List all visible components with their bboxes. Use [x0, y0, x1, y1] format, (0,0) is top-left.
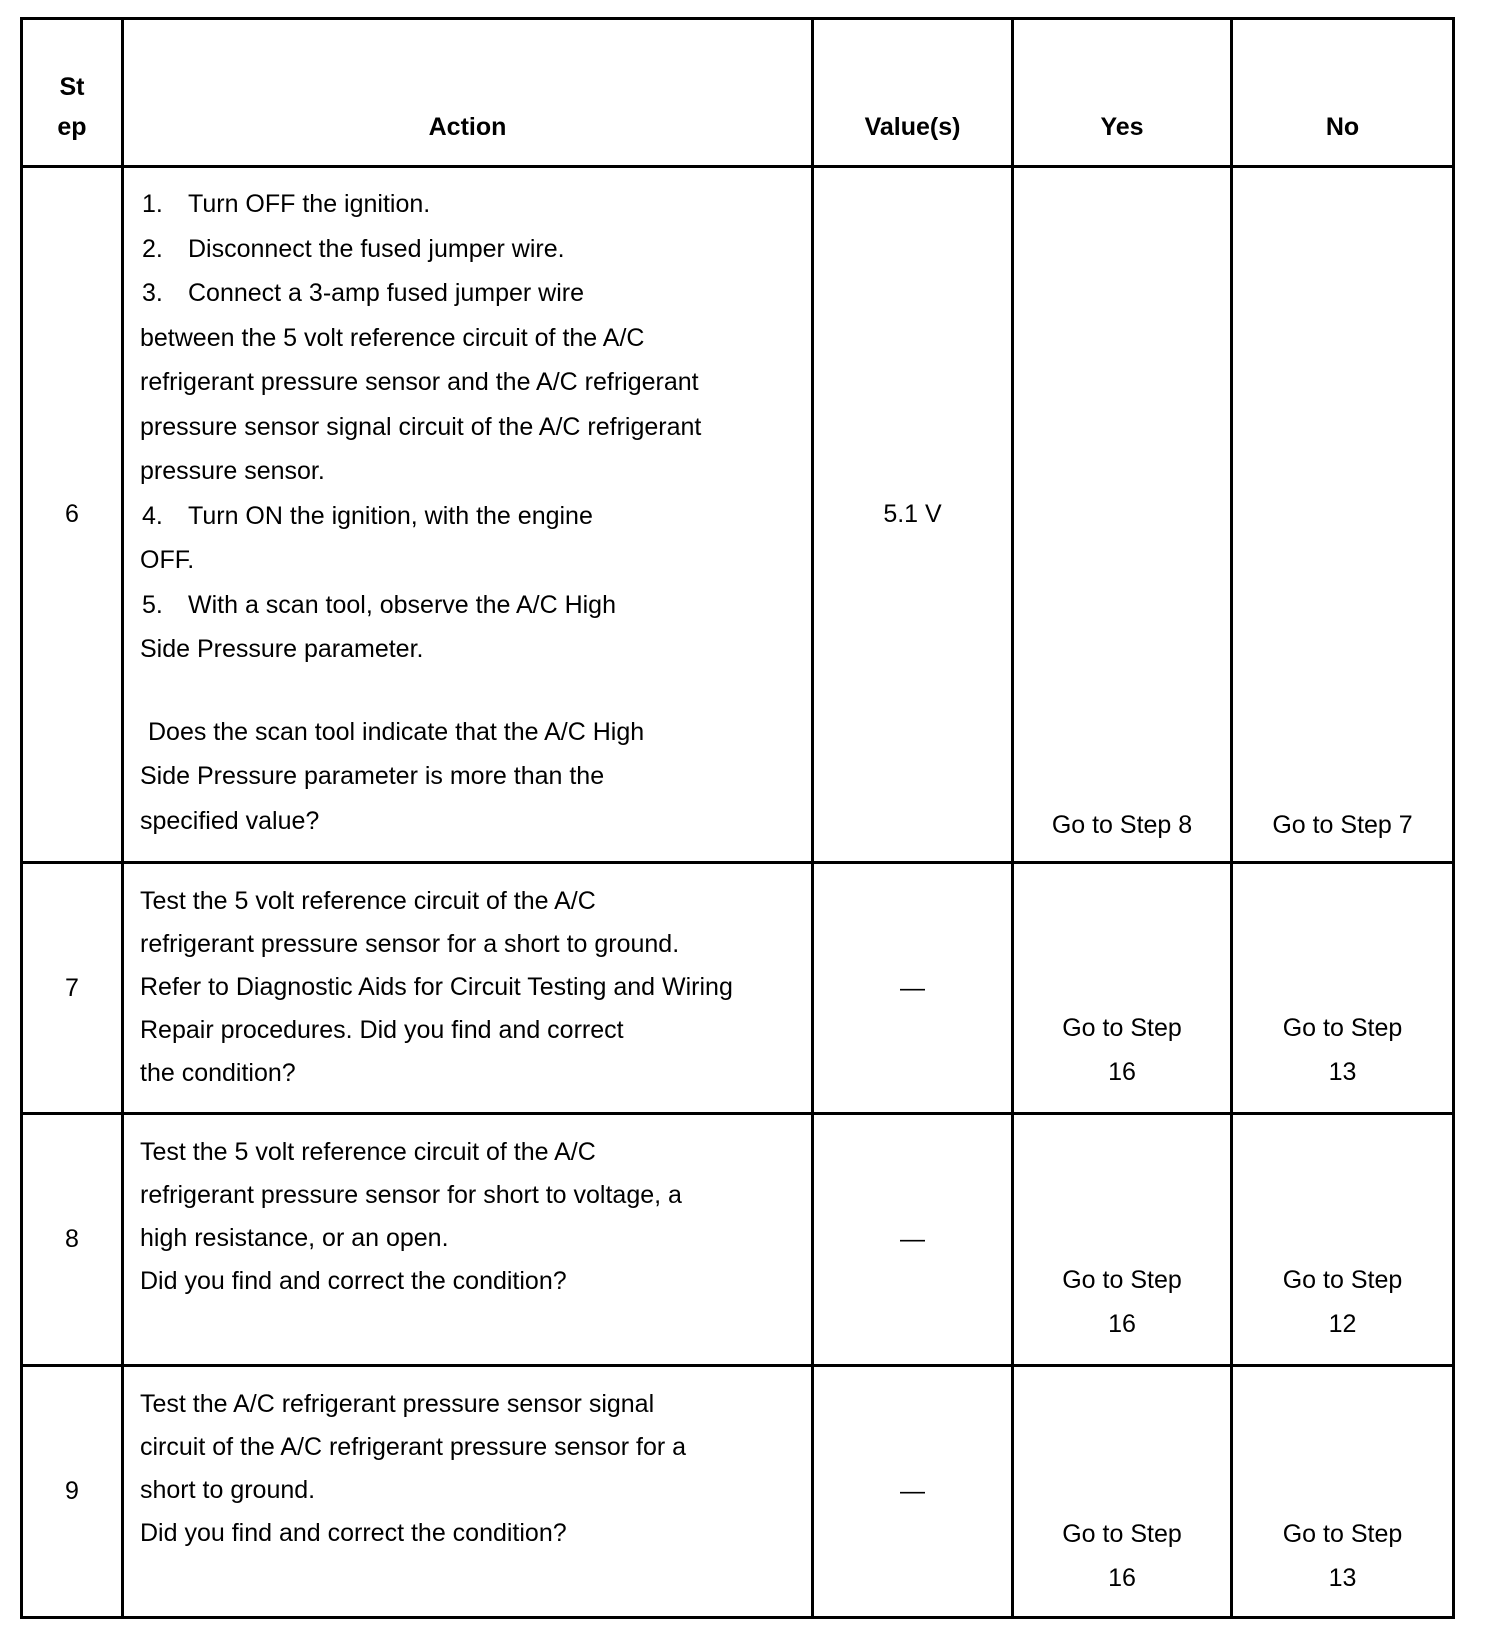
no-goto: Go to Step 7	[1272, 811, 1413, 839]
item-number: 4.	[142, 501, 163, 530]
action-line: short to ground.	[140, 1476, 316, 1504]
action-list-item	[140, 583, 791, 628]
table-row	[22, 167, 1454, 863]
no-cell	[1232, 1366, 1454, 1618]
action-list-item	[140, 494, 791, 539]
header-action: Action	[123, 19, 813, 167]
action-line: circuit of the A/C refrigerant pressure sensor for a	[140, 1433, 687, 1461]
action-line: between the 5 volt reference circuit of the A/C	[140, 323, 645, 352]
yes-goto: Go to Step	[1062, 1520, 1182, 1548]
yes-cell	[1013, 1366, 1232, 1618]
action-line: Test the 5 volt reference circuit of the A/C	[140, 1138, 596, 1166]
header-step-line: ep	[57, 113, 87, 141]
step-number: 8	[22, 1114, 123, 1366]
question-line: specified value?	[140, 806, 320, 835]
action-line: pressure sensor signal circuit of the A/C refrigerant	[140, 412, 702, 441]
question-line: Side Pressure parameter is more than the	[140, 762, 605, 790]
no-goto-step: 13	[1328, 1058, 1357, 1086]
action-line: Test the 5 volt reference circuit of the A/C	[140, 887, 596, 915]
action-line: With a scan tool, observe the A/C High	[188, 590, 616, 619]
yes-cell	[1013, 167, 1232, 863]
action-list-item	[140, 182, 791, 227]
step-number: 7	[22, 863, 123, 1114]
action-cell	[123, 1114, 813, 1366]
yes-goto: Go to Step 8	[1051, 811, 1193, 839]
action-line: pressure sensor.	[140, 457, 325, 485]
action-cell	[123, 1366, 813, 1618]
action-list-item	[140, 271, 791, 316]
action-line: the condition?	[140, 1059, 296, 1087]
item-number: 1.	[142, 190, 163, 218]
action-line: Refer to Diagnostic Aids for Circuit Testing and Wiring	[140, 973, 733, 1001]
yes-cell	[1013, 863, 1232, 1114]
yes-goto-step: 16	[1108, 1310, 1136, 1338]
no-cell	[1232, 1114, 1454, 1366]
action-line: Did you find and correct the condition?	[140, 1267, 567, 1295]
header-no: No	[1232, 19, 1454, 167]
header-values: Value(s)	[813, 19, 1013, 167]
yes-goto: Go to Step	[1062, 1266, 1182, 1294]
yes-goto-step: 16	[1108, 1058, 1136, 1086]
no-goto-step: 12	[1328, 1310, 1357, 1338]
no-cell	[1232, 167, 1454, 863]
step-number: 9	[22, 1366, 123, 1618]
action-line: refrigerant pressure sensor for a short to ground.	[140, 930, 680, 958]
yes-goto: Go to Step	[1062, 1014, 1182, 1042]
value-cell: 5.1 V	[813, 167, 1013, 863]
action-list-item	[140, 227, 791, 272]
table-row	[22, 1366, 1454, 1618]
action-line: Connect a 3-amp fused jumper wire	[188, 279, 585, 307]
diagnostic-table	[20, 17, 1455, 1619]
header-step	[22, 19, 123, 167]
action-line: Did you find and correct the condition?	[140, 1519, 567, 1547]
question-line: Does the scan tool indicate that the A/C High	[148, 717, 645, 746]
table-row	[22, 1114, 1454, 1366]
action-cell	[123, 167, 813, 863]
no-goto: Go to Step	[1282, 1266, 1403, 1294]
action-line: Test the A/C refrigerant pressure sensor signal	[140, 1390, 655, 1418]
action-line: Turn ON the ignition, with the engine	[188, 501, 593, 530]
step-number: 6	[22, 167, 123, 863]
action-line: refrigerant pressure sensor and the A/C refrigerant	[140, 368, 699, 396]
action-line: Turn OFF the ignition.	[188, 190, 431, 218]
item-number: 2.	[142, 234, 163, 263]
table-row	[22, 863, 1454, 1114]
header-yes: Yes	[1013, 19, 1232, 167]
action-line: OFF.	[140, 546, 195, 574]
item-number: 3.	[142, 279, 163, 307]
no-goto: Go to Step	[1282, 1014, 1403, 1042]
action-line: Disconnect the fused jumper wire.	[188, 234, 565, 263]
action-cell	[123, 863, 813, 1114]
value-cell: —	[813, 863, 1013, 1114]
header-step-line: St	[59, 73, 85, 101]
action-line: Side Pressure parameter.	[140, 635, 424, 663]
value-cell: —	[813, 1114, 1013, 1366]
yes-goto-step: 16	[1108, 1564, 1136, 1592]
yes-cell	[1013, 1114, 1232, 1366]
action-line: high resistance, or an open.	[140, 1224, 449, 1252]
action-line: refrigerant pressure sensor for short to voltage, a	[140, 1181, 682, 1209]
no-goto: Go to Step	[1282, 1520, 1403, 1548]
no-cell	[1232, 863, 1454, 1114]
value-cell: —	[813, 1366, 1013, 1618]
item-number: 5.	[142, 590, 163, 619]
action-line: Repair procedures. Did you find and correct	[140, 1016, 624, 1044]
header-row	[22, 19, 1454, 167]
no-goto-step: 13	[1328, 1564, 1357, 1592]
